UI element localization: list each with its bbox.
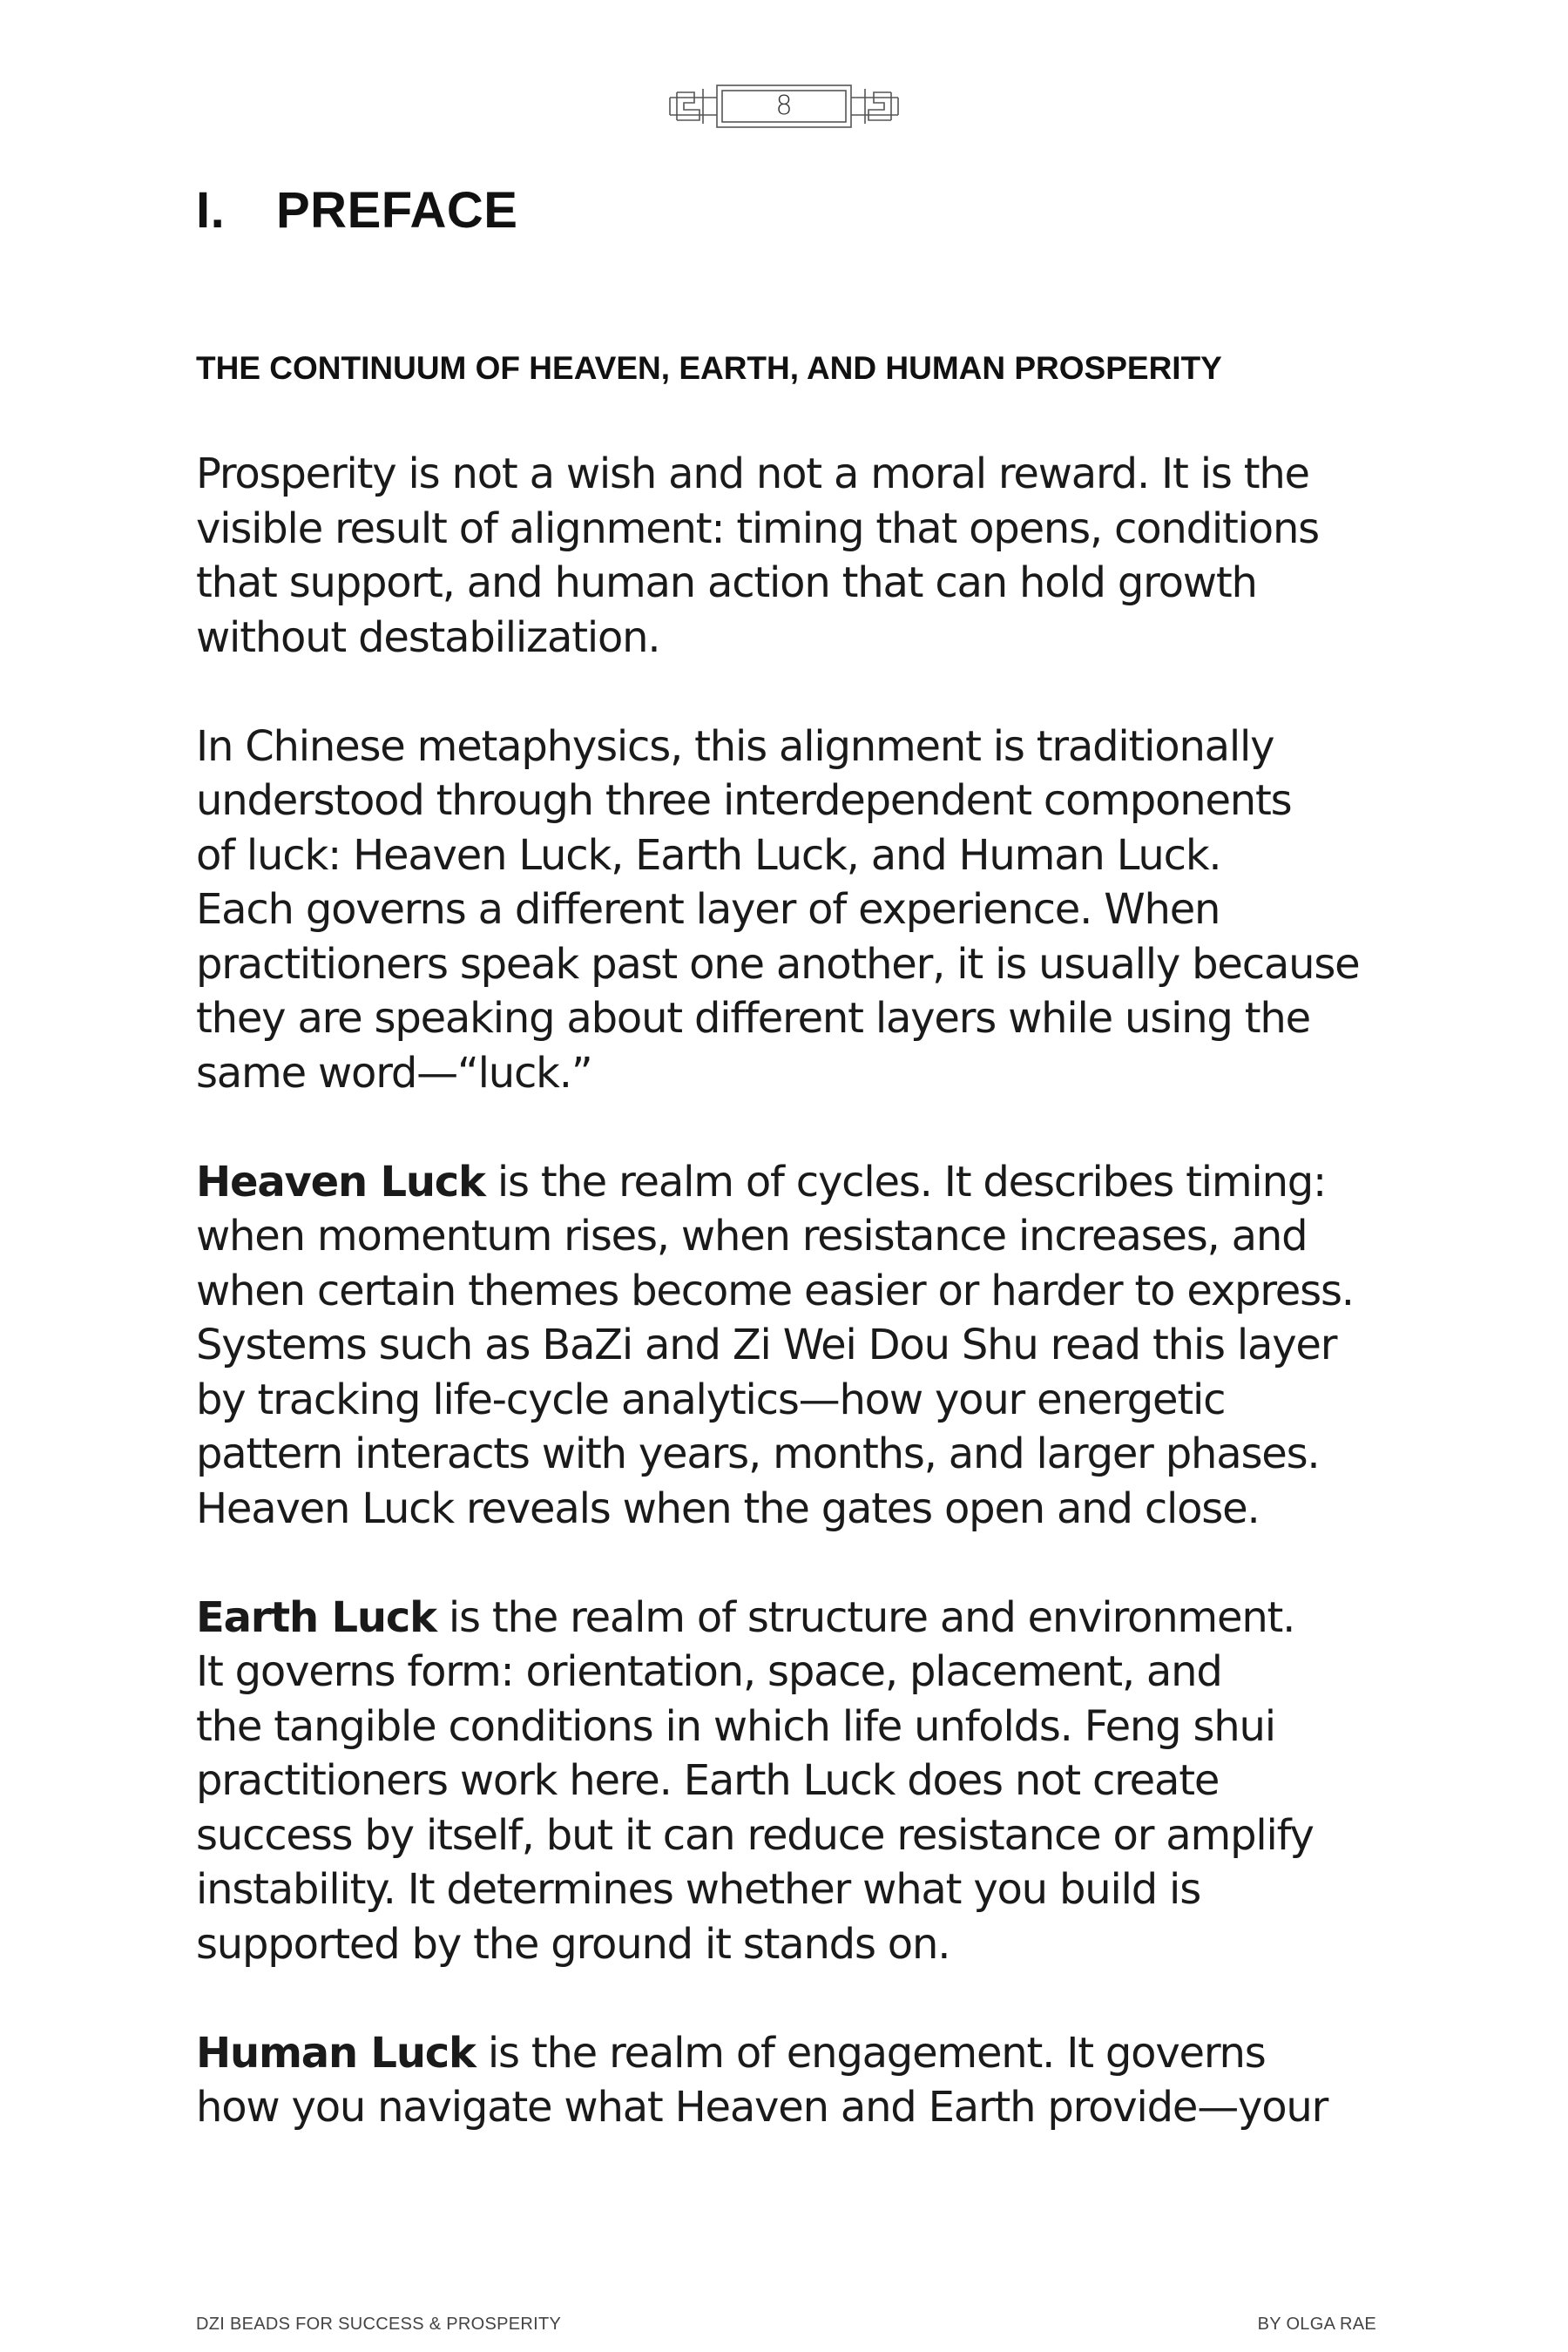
footer-author: BY OLGA RAE	[1257, 2315, 1376, 2334]
paragraph-line: practitioners work here. Earth Luck does not create	[196, 1756, 1220, 1805]
paragraph-line-rest: is the realm of cycles. It describes timing:	[484, 1157, 1327, 1206]
paragraph-line: practitioners speak past one another, it is usually because	[196, 939, 1360, 989]
term-human-luck: Human Luck	[196, 2028, 476, 2078]
paragraph-earth-luck	[196, 1591, 1398, 1972]
paragraph-line	[196, 1155, 1398, 1210]
page-number-ornament	[665, 78, 903, 134]
paragraph-line	[196, 1591, 1398, 1646]
paragraph-line: they are speaking about different layers while using the	[196, 994, 1310, 1043]
paragraph-line: Prosperity is not a wish and not a moral reward. It is the	[196, 449, 1309, 498]
page-number: 8	[775, 91, 793, 121]
body-text	[196, 447, 1398, 2135]
paragraph-line: that support, and human action that can hold growth	[196, 558, 1257, 607]
paragraph-line	[196, 2026, 1398, 2081]
paragraph-line: supported by the ground it stands on.	[196, 1919, 950, 1969]
chapter-title	[196, 181, 517, 240]
paragraph-line: Each governs a different layer of experience. When	[196, 885, 1220, 934]
term-heaven-luck: Heaven Luck	[196, 1157, 485, 1206]
paragraph-line: the tangible conditions in which life unfolds. Feng shui	[196, 1701, 1275, 1751]
section-heading: THE CONTINUUM OF HEAVEN, EARTH, AND HUMAN PROSPERITY	[196, 350, 1222, 386]
paragraph-line: In Chinese metaphysics, this alignment is traditionally	[196, 721, 1274, 771]
paragraph-gap	[196, 665, 1398, 720]
paragraph-alignment	[196, 720, 1398, 1101]
paragraph-heaven-luck	[196, 1155, 1398, 1537]
paragraph-human-luck	[196, 2026, 1398, 2135]
footer-book-title: DZI BEADS FOR SUCCESS & PROSPERITY	[196, 2315, 562, 2334]
paragraph-gap	[196, 1100, 1398, 1155]
paragraph-line: same word—“luck.”	[196, 1048, 592, 1098]
term-earth-luck: Earth Luck	[196, 1592, 436, 1642]
paragraph-line: of luck: Heaven Luck, Earth Luck, and Human Luck.	[196, 830, 1221, 880]
paragraph-line: visible result of alignment: timing that opens, conditions	[196, 504, 1319, 553]
chapter-title-text: PREFACE	[276, 182, 518, 239]
paragraph-line: how you navigate what Heaven and Earth provide—your	[196, 2083, 1328, 2132]
paragraph-line: understood through three interdependent components	[196, 776, 1292, 825]
paragraph-line: without destabilization.	[196, 612, 660, 662]
paragraph-line-rest: is the realm of engagement. It governs	[475, 2028, 1266, 2078]
paragraph-gap	[196, 1536, 1398, 1591]
paragraph-line: instability. It determines whether what you build is	[196, 1865, 1200, 1914]
paragraph-line: Heaven Luck reveals when the gates open and close.	[196, 1484, 1260, 1533]
paragraph-line: pattern interacts with years, months, and larger phases.	[196, 1429, 1320, 1478]
paragraph-prosperity	[196, 447, 1398, 665]
chapter-numeral: I.	[196, 182, 226, 239]
paragraph-line: when certain themes become easier or harder to express.	[196, 1266, 1354, 1315]
paragraph-line-rest: is the realm of structure and environment.	[436, 1592, 1295, 1642]
paragraph-line: success by itself, but it can reduce resistance or amplify	[196, 1810, 1314, 1860]
paragraph-line: Systems such as BaZi and Zi Wei Dou Shu read this layer	[196, 1321, 1337, 1369]
paragraph-gap	[196, 1971, 1398, 2026]
paragraph-line: when momentum rises, when resistance increases, and	[196, 1212, 1308, 1260]
paragraph-line: It governs form: orientation, space, placement, and	[196, 1647, 1222, 1696]
paragraph-line: by tracking life-cycle analytics—how your energetic	[196, 1375, 1226, 1424]
